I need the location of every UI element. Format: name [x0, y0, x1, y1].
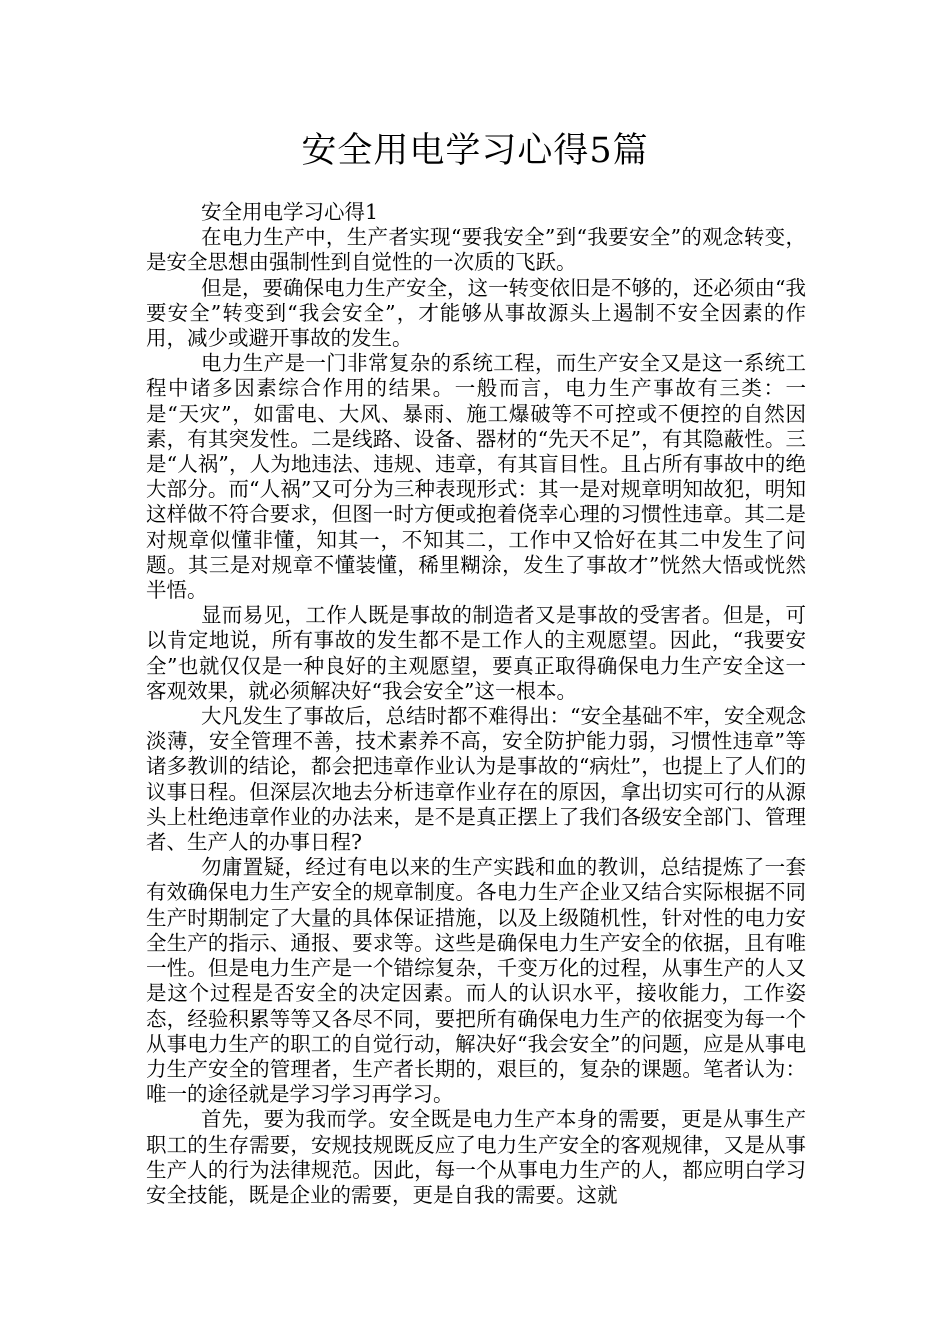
paragraph: 电力生产是一门非常复杂的系统工程，而生产安全又是这一系统工程中诸多因素综合作用的结果。一般而言，电力生产事故有三类：一是“天灾”，如雷电、大风、暴雨、施工爆破等不可控或不便控的自然因素，有其突发性。二是线路、设备、器材的“先天不足”，有其隐蔽性。三是“人祸”，人为地违法、违规、违章，有其盲目性。且占所有事故中的绝大部分。而“人祸”又可分为三种表现形式：其一是对规章明知故犯，明知这样做不符合要求，但图一时方便或抱着侥幸心理的习惯性违章。其二是对规章似懂非懂，知其一，不知其二，工作中又恰好在其二中发生了问题。其三是对规章不懂装懂，稀里糊涂，发生了事故才”恍然大悟或恍然半悟。 — [146, 351, 806, 603]
section-heading: 安全用电学习心得1 — [201, 200, 379, 224]
paragraph: 勿庸置疑，经过有电以来的生产实践和血的教训，总结提炼了一套有效确保电力生产安全的规章制度。各电力生产企业又结合实际根据不同生产时期制定了大量的具体保证措施，以及上级随机性，针对性的电力安全生产的指示、通报、要求等。这些是确保电力生产安全的依据，且有唯一性。但是电力生产是一个错综复杂，千变万化的过程，从事生产的人又是这个过程是否安全的决定因素。而人的认识水平，接收能力，工作姿态，经验积累等等又各尽不同，要把所有确保电力生产的依据变为每一个从事电力生产的职工的自觉行动，解决好“我会安全”的问题，应是从事电力生产安全的管理者，生产者长期的，艰巨的，复杂的课题。笔者认为：唯一的途径就是学习学习再学习。 — [146, 855, 806, 1107]
paragraph: 首先，要为我而学。安全既是电力生产本身的需要，更是从事生产职工的生存需要，安规技规既反应了电力生产安全的客观规律，又是从事生产人的行为法律规范。因此，每一个从事电力生产的人，都应明白学习安全技能，既是企业的需要，更是自我的需要。这就 — [146, 1107, 806, 1207]
paragraph: 显而易见，工作人既是事故的制造者又是事故的受害者。但是，可以肯定地说，所有事故的发生都不是工作人的主观愿望。因此，“我要安全”也就仅仅是一种良好的主观愿望，要真正取得确保电力生产安全这一客观效果，就必须解决好“我会安全”这一根本。 — [146, 603, 806, 703]
paragraph: 大凡发生了事故后，总结时都不难得出：“安全基础不牢，安全观念淡薄，安全管理不善，技术素养不高，安全防护能力弱，习惯性违章”等诸多教训的结论，都会把违章作业认为是事故的“病灶”，也提上了人们的议事日程。但深层次地去分析违章作业存在的原因，拿出切实可行的从源头上杜绝违章作业的办法来，是不是真正摆上了我们各级安全部门、管理者、生产人的办事日程? — [146, 704, 806, 855]
paragraph: 但是，要确保电力生产安全，这一转变依旧是不够的，还必须由“我要安全”转变到“我会安全”，才能够从事故源头上遏制不安全因素的作用，减少或避开事故的发生。 — [146, 275, 806, 351]
document-title: 安全用电学习心得5篇 — [301, 131, 649, 171]
document-body — [146, 200, 806, 1208]
paragraph: 在电力生产中，生产者实现“要我安全”到“我要安全”的观念转变，是安全思想由强制性到自觉性的一次质的飞跃。 — [146, 225, 806, 275]
